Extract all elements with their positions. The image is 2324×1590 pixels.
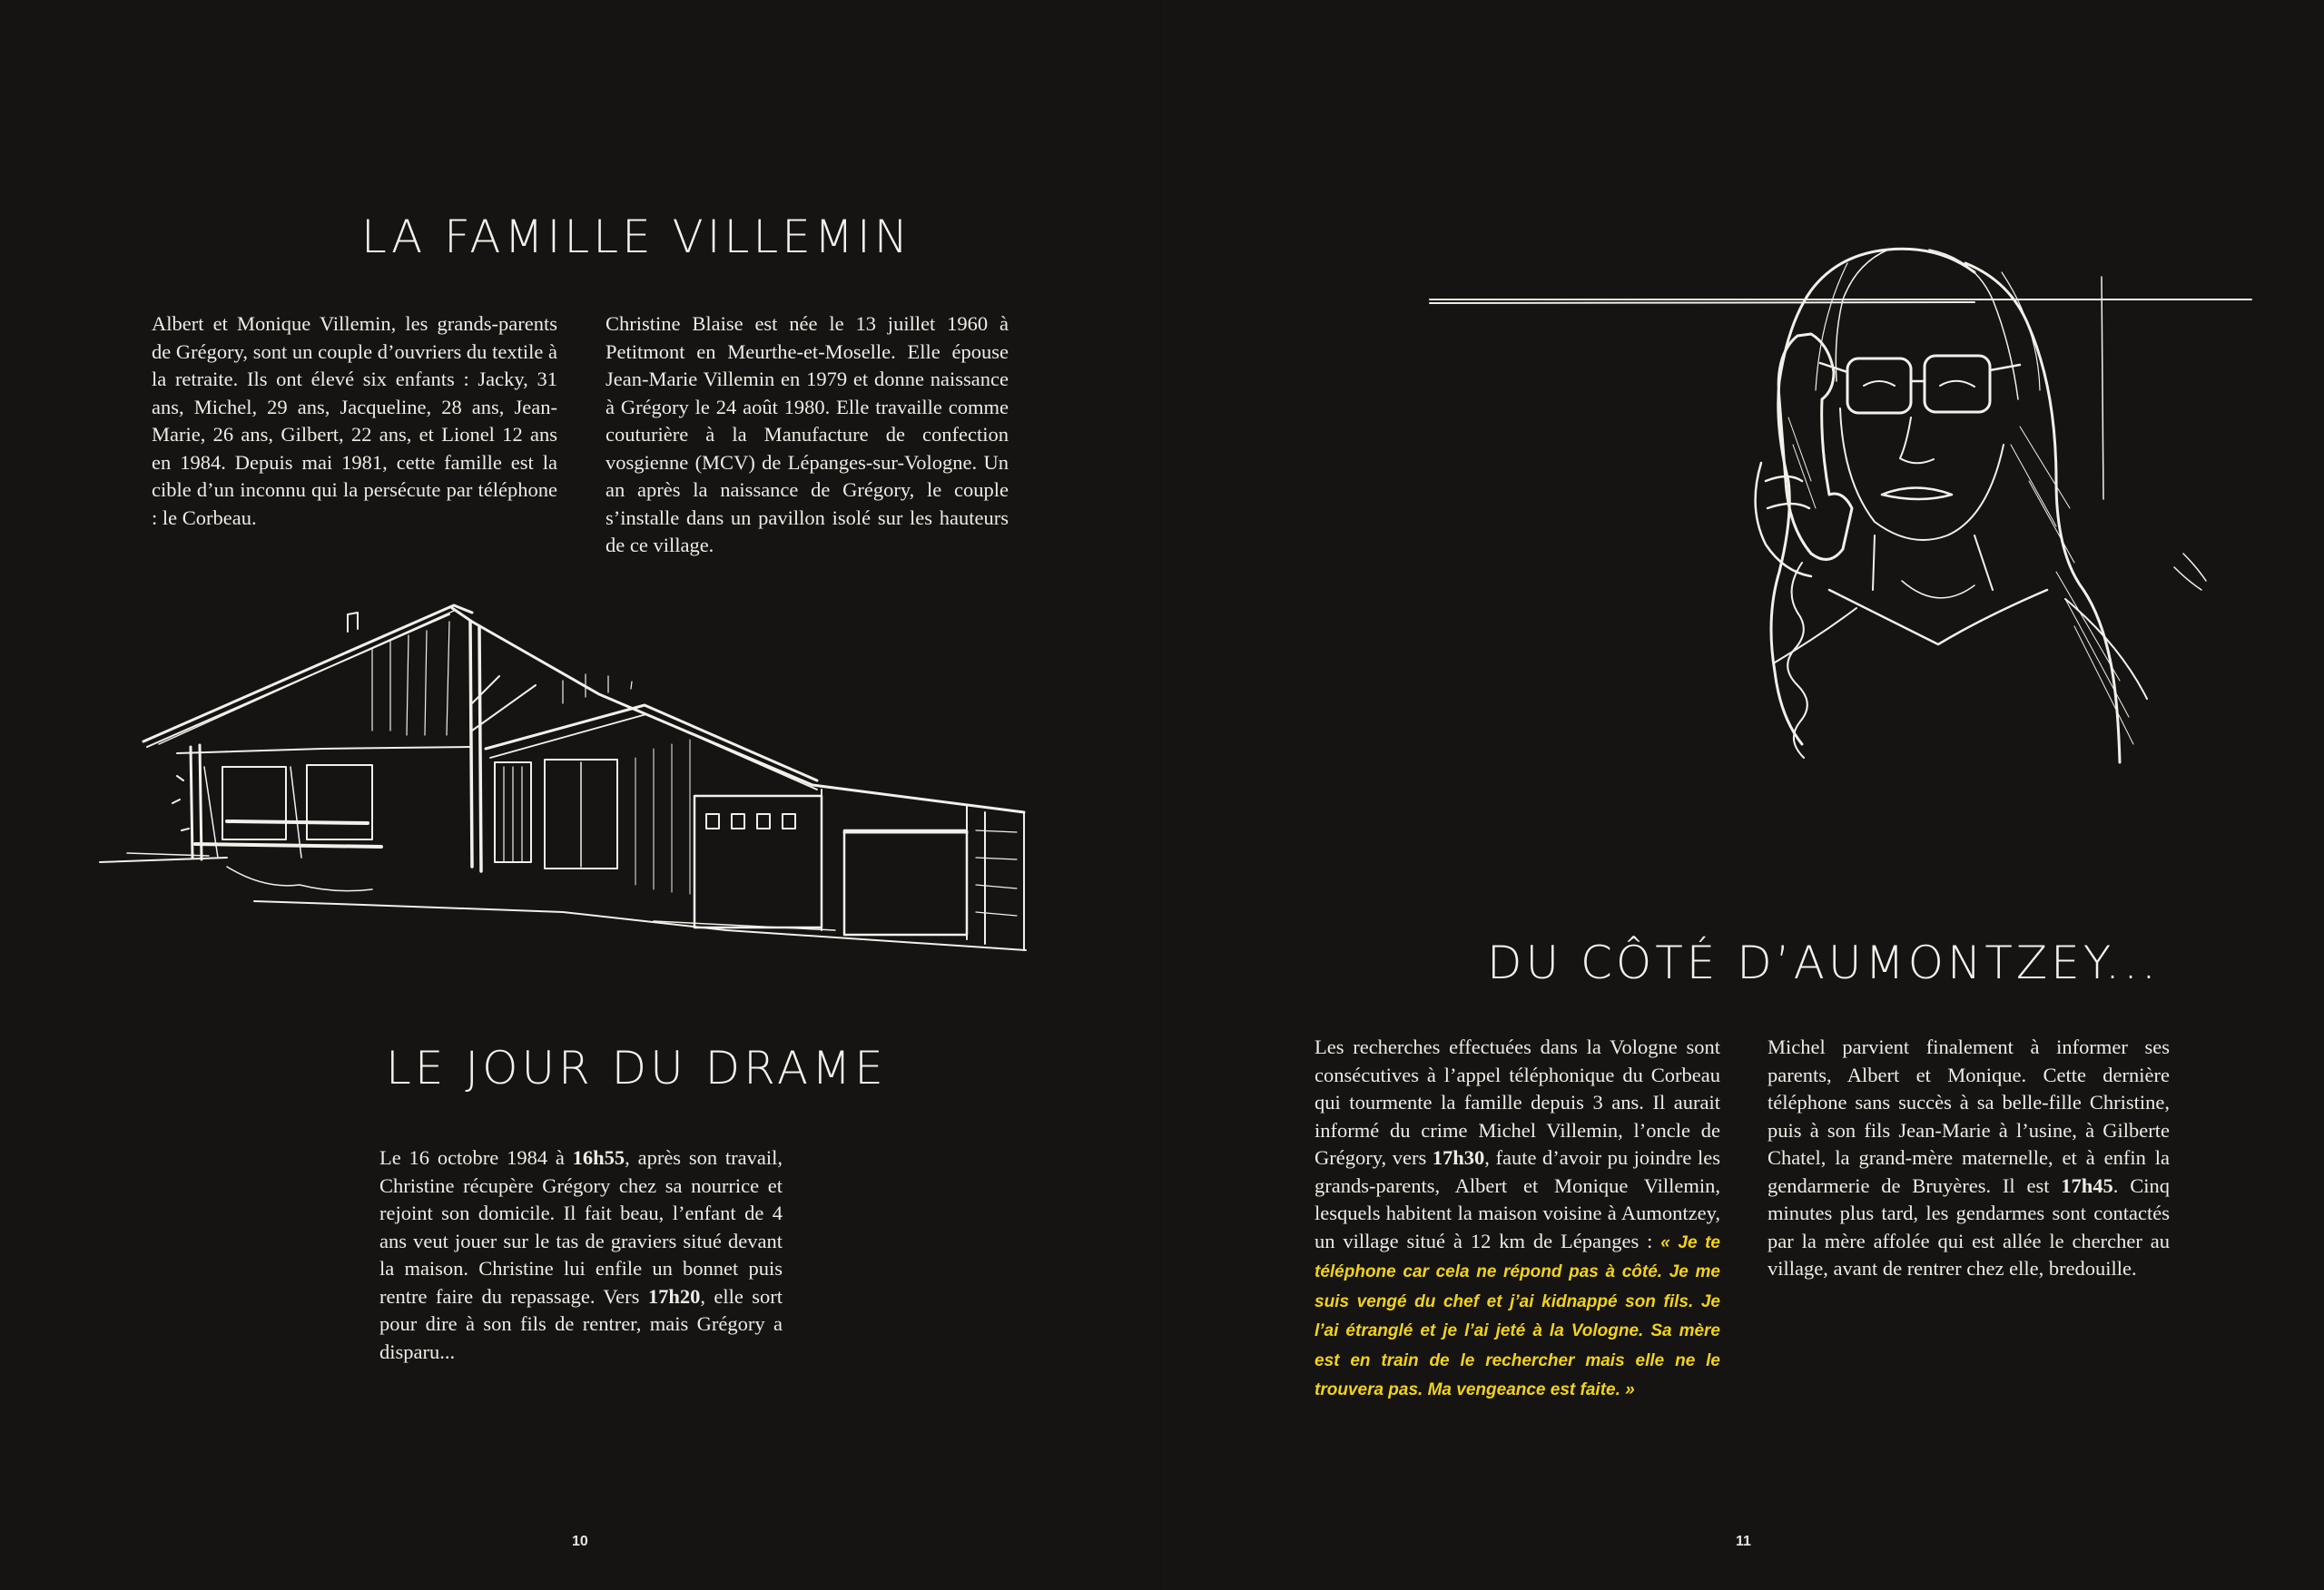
heading-jour-du-drame: LE JOUR DU DRAME	[386, 1042, 887, 1094]
heading-cote-aumontzey: DU CÔTÉ D’AUMONTZEY...	[1487, 937, 2160, 989]
house-sketch-icon	[91, 594, 1035, 948]
heading-famille-villemin: LA FAMILLE VILLEMIN	[361, 211, 912, 263]
aumontzey-col2-text-1: Michel parvient finalement à informer ses parents, Albert et Monique. Cette dernière téléphone sans succès à sa belle-fille Christine, puis à son fils Jean-Marie à l’usine, à Gilberte Chatel, la grand-mère maternelle, et à enfin la gendarmerie de Bruyères. Il est	[1768, 1035, 2170, 1197]
drame-text-3: , elle sort pour dire à son fils de rentrer, mais Grégory a disparu...	[379, 1284, 783, 1363]
right-page	[1162, 0, 2324, 1590]
aumontzey-time-1: 17h30	[1432, 1146, 1485, 1169]
aumontzey-text-2: , faute d’avoir pu joindre les grands-parents, Albert et Monique Villemin, lesquels habitent la maison voisine à Aumontzey, un village situé à 12 km de Lépanges :	[1315, 1146, 1720, 1252]
drame-time-1: 16h55	[572, 1146, 625, 1169]
paragraph-jour-du-drame	[379, 1144, 783, 1366]
drame-text-1: Le 16 octobre 1984 à	[379, 1146, 573, 1169]
paragraph-aumontzey-col2	[1768, 1034, 2170, 1283]
drame-time-2: 17h20	[647, 1284, 701, 1308]
woman-on-phone-sketch-icon	[1430, 209, 2247, 799]
aumontzey-text-1: Les recherches effectuées dans la Vologne sont consécutives à l’appel téléphonique du Corbeau qui tourmente la famille depuis 3 ans. Il aurait informé du crime Michel Villemin, l’oncle de Grégory, vers	[1315, 1035, 1720, 1169]
page-number-right: 11	[1736, 1534, 1751, 1549]
paragraph-aumontzey-col1	[1315, 1034, 1720, 1405]
paragraph-famille-col1: Albert et Monique Villemin, les grands-parents de Grégory, sont un couple d’ouvriers du textile à la retraite. Ils ont élevé six enfants : Jacky, 31 ans, Michel, 29 ans, Jacqueline, 28 ans, Jean-Marie, 26 ans, Gilbert, 22 ans, et Lionel 12 ans en 1984. Depuis mai 1981, cette famille est la cible d’un inconnu qui la persécute par téléphone : le Corbeau.	[152, 312, 557, 529]
paragraph-famille-col2: Christine Blaise est née le 13 juillet 1960 à Petitmont en Meurthe-et-Moselle. Elle épouse Jean-Marie Villemin en 1979 et donne naissance à Grégory le 24 août 1980. Elle travaille comme couturière à la Manufacture de confection vosgienne (MCV) de Lépanges-sur-Vologne. Un an après la naissance de Grégory, le couple s’installe dans un pavillon isolé sur les hauteurs de ce village.	[606, 312, 1009, 556]
drame-text-2: , après son travail, Christine récupère Grégory chez sa nourrice et rejoint son domicile. Il fait beau, l’enfant de 4 ans veut jouer sur le tas de graviers situé devant la maison. Christine lui enfile un bonnet puis rentre faire du repassage. Vers	[379, 1146, 783, 1308]
aumontzey-col2-time-1: 17h45	[2061, 1173, 2113, 1197]
corbeau-quote: « Je te téléphone car cela ne répond pas à côté. Je me suis vengé du chef et j’ai kidnappé son fils. Je l’ai étranglé et je l’ai jeté à la Vologne. Sa mère est en train de le rechercher mais elle ne le trouvera pas. Ma vengeance est faite. »	[1315, 1232, 1720, 1399]
page-number-left: 10	[572, 1534, 588, 1549]
aumontzey-col2-text-2: . Cinq minutes plus tard, les gendarmes sont contactés par la mère affolée qui est allée le chercher au village, avant de rentrer chez elle, bredouille.	[1768, 1173, 2170, 1280]
